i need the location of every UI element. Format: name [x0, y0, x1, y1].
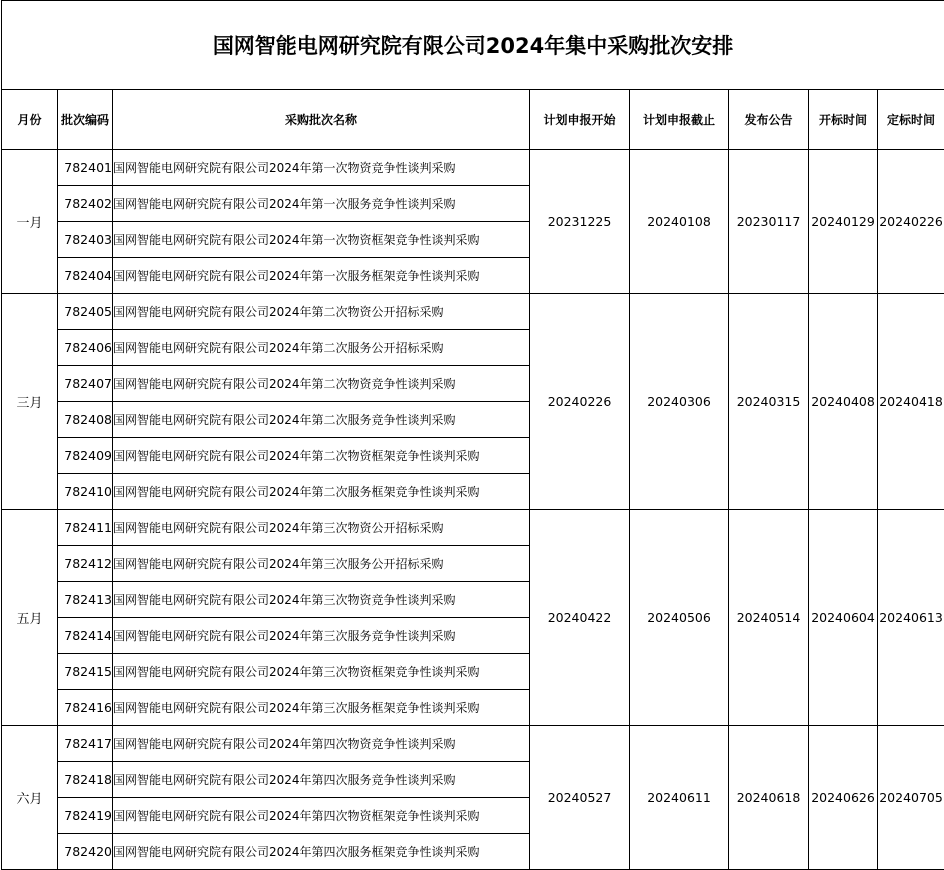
batch-name: 国网智能电网研究院有限公司2024年第三次物资公开招标采购 — [113, 510, 530, 546]
header-name: 采购批次名称 — [113, 90, 530, 150]
batch-name: 国网智能电网研究院有限公司2024年第三次物资竞争性谈判采购 — [113, 582, 530, 618]
batch-code: 782414 — [58, 618, 113, 654]
batch-name: 国网智能电网研究院有限公司2024年第四次服务框架竞争性谈判采购 — [113, 834, 530, 870]
batch-name: 国网智能电网研究院有限公司2024年第一次物资竞争性谈判采购 — [113, 150, 530, 186]
batch-name: 国网智能电网研究院有限公司2024年第二次服务竞争性谈判采购 — [113, 402, 530, 438]
award-date: 20240613 — [878, 510, 944, 726]
batch-code: 782403 — [58, 222, 113, 258]
page-title: 国网智能电网研究院有限公司2024年集中采购批次安排 — [2, 1, 944, 90]
announce-date: 20240618 — [729, 726, 809, 870]
header-announce: 发布公告 — [729, 90, 809, 150]
header-open: 开标时间 — [809, 90, 878, 150]
batch-code: 782410 — [58, 474, 113, 510]
batch-name: 国网智能电网研究院有限公司2024年第二次物资公开招标采购 — [113, 294, 530, 330]
batch-code: 782418 — [58, 762, 113, 798]
announce-date: 20230117 — [729, 150, 809, 294]
award-date: 20240418 — [878, 294, 944, 510]
batch-name: 国网智能电网研究院有限公司2024年第二次物资竞争性谈判采购 — [113, 366, 530, 402]
header-plan-start: 计划申报开始 — [530, 90, 630, 150]
plan-start-date: 20240422 — [530, 510, 630, 726]
month-cell: 六月 — [2, 726, 58, 870]
batch-code: 782407 — [58, 366, 113, 402]
procurement-schedule-table — [1, 0, 944, 870]
table-row — [2, 510, 944, 546]
batch-code: 782419 — [58, 798, 113, 834]
award-date: 20240705 — [878, 726, 944, 870]
table-row — [2, 294, 944, 330]
batch-code: 782405 — [58, 294, 113, 330]
award-date: 20240226 — [878, 150, 944, 294]
month-cell: 一月 — [2, 150, 58, 294]
open-date: 20240626 — [809, 726, 878, 870]
batch-code: 782409 — [58, 438, 113, 474]
header-award: 定标时间 — [878, 90, 944, 150]
open-date: 20240408 — [809, 294, 878, 510]
batch-code: 782408 — [58, 402, 113, 438]
plan-end-date: 20240108 — [630, 150, 729, 294]
batch-name: 国网智能电网研究院有限公司2024年第二次服务框架竞争性谈判采购 — [113, 474, 530, 510]
batch-code: 782406 — [58, 330, 113, 366]
batch-code: 782416 — [58, 690, 113, 726]
header-plan-end: 计划申报截止 — [630, 90, 729, 150]
plan-end-date: 20240506 — [630, 510, 729, 726]
batch-name: 国网智能电网研究院有限公司2024年第一次服务框架竞争性谈判采购 — [113, 258, 530, 294]
batch-code: 782413 — [58, 582, 113, 618]
batch-name: 国网智能电网研究院有限公司2024年第四次物资框架竞争性谈判采购 — [113, 798, 530, 834]
batch-code: 782401 — [58, 150, 113, 186]
month-cell: 五月 — [2, 510, 58, 726]
header-code: 批次编码 — [58, 90, 113, 150]
table-row — [2, 726, 944, 762]
batch-code: 782420 — [58, 834, 113, 870]
batch-name: 国网智能电网研究院有限公司2024年第三次服务公开招标采购 — [113, 546, 530, 582]
plan-start-date: 20240527 — [530, 726, 630, 870]
header-row — [2, 90, 944, 150]
plan-end-date: 20240611 — [630, 726, 729, 870]
announce-date: 20240514 — [729, 510, 809, 726]
batch-name: 国网智能电网研究院有限公司2024年第二次物资框架竞争性谈判采购 — [113, 438, 530, 474]
batch-code: 782415 — [58, 654, 113, 690]
batch-name: 国网智能电网研究院有限公司2024年第三次服务竞争性谈判采购 — [113, 618, 530, 654]
batch-name: 国网智能电网研究院有限公司2024年第四次服务竞争性谈判采购 — [113, 762, 530, 798]
plan-start-date: 20240226 — [530, 294, 630, 510]
announce-date: 20240315 — [729, 294, 809, 510]
header-month: 月份 — [2, 90, 58, 150]
batch-name: 国网智能电网研究院有限公司2024年第一次物资框架竞争性谈判采购 — [113, 222, 530, 258]
batch-name: 国网智能电网研究院有限公司2024年第四次物资竞争性谈判采购 — [113, 726, 530, 762]
batch-code: 782417 — [58, 726, 113, 762]
batch-name: 国网智能电网研究院有限公司2024年第三次物资框架竞争性谈判采购 — [113, 654, 530, 690]
batch-name: 国网智能电网研究院有限公司2024年第三次服务框架竞争性谈判采购 — [113, 690, 530, 726]
plan-end-date: 20240306 — [630, 294, 729, 510]
batch-name: 国网智能电网研究院有限公司2024年第二次服务公开招标采购 — [113, 330, 530, 366]
batch-code: 782412 — [58, 546, 113, 582]
batch-name: 国网智能电网研究院有限公司2024年第一次服务竞争性谈判采购 — [113, 186, 530, 222]
month-cell: 三月 — [2, 294, 58, 510]
batch-code: 782404 — [58, 258, 113, 294]
open-date: 20240129 — [809, 150, 878, 294]
plan-start-date: 20231225 — [530, 150, 630, 294]
batch-code: 782411 — [58, 510, 113, 546]
open-date: 20240604 — [809, 510, 878, 726]
batch-code: 782402 — [58, 186, 113, 222]
table-row — [2, 150, 944, 186]
